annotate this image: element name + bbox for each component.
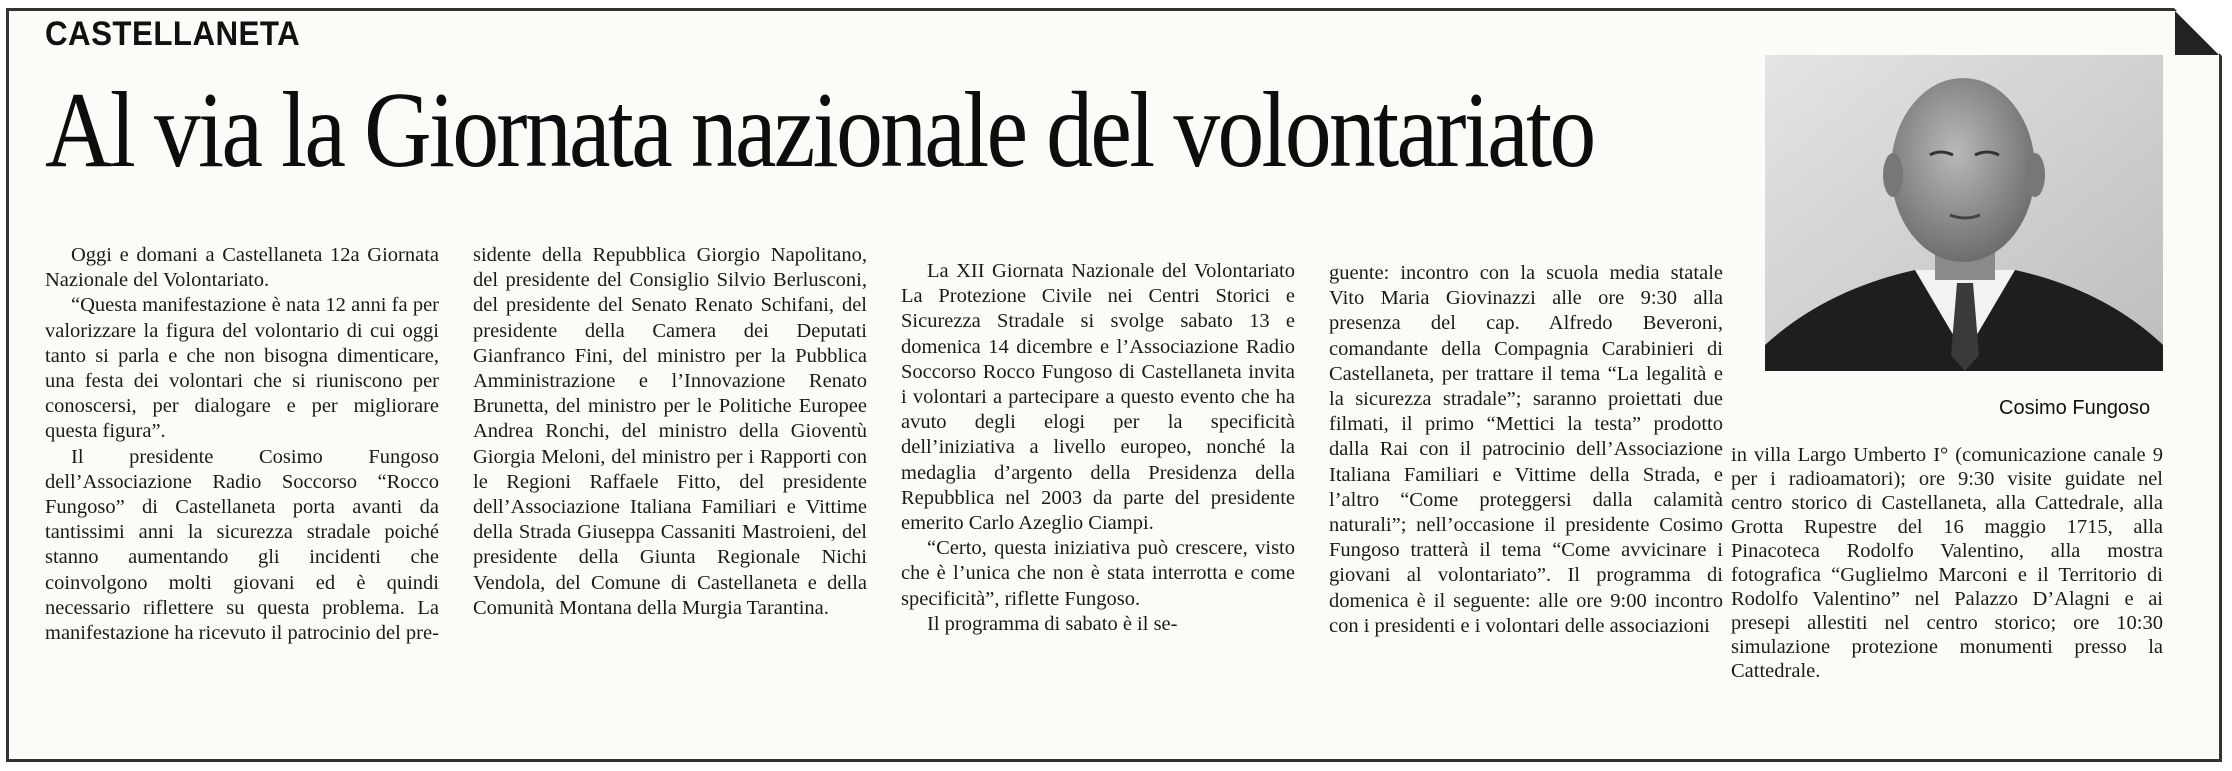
paragraph: “Certo, questa iniziativa può crescere, visto che è l’unica che non è stata interrotta e come specificità”, riflette Fungoso.	[901, 537, 1295, 610]
paragraph: sidente della Repubblica Giorgio Napolitano, del presidente del Consiglio Silvio Berlusconi, del presidente del Senato Renato Schifani, del presidente della Camera dei Deputati Gianfranco Fini, del ministro per la Pubblica Amministrazione e l’Innovazione Renato Brunetta, del ministro per le Politiche Europee Andrea Ronchi, del ministro della Gioventù Giorgia Meloni, del ministro per i Rapporti con le Regioni Raffaele Fitto, del presidente dell’Associazione Italiana Familiari e Vittime della Strada Giuseppa Cassaniti Mastroieni, del presidente della Giunta Regionale Nichi Vendola, del Comune di Castellaneta e della Comunità Montana della Murgia Tarantina.	[473, 244, 867, 619]
portrait-illustration	[1765, 55, 2163, 371]
section-tag: CASTELLANETA	[45, 15, 301, 53]
article-column-5	[1731, 443, 2163, 683]
paragraph: in villa Largo Umberto I° (comunicazione canale 9 per i radioamatori); ore 9:30 visite guidate nel centro storico di Castellaneta, alla Cattedrale, alla Grotta Rupestre del 16 maggio 1715, alla Pinacoteca Rodolfo Valentino, alla mostra fotografica “Guglielmo Marconi e il Territorio di Rodolfo Valentino” nel Palazzo D’Alagni e ai presepi allestiti nel centro storico; ore 10:30 simulazione protezione monumenti presso la Cattedrale.	[1731, 444, 2163, 682]
portrait-photo	[1765, 55, 2163, 371]
paragraph: “Questa manifestazione è nata 12 anni fa per valorizzare la figura del volontario di cui oggi tanto si parla e che non bisogna dimenticare, una festa dei volontari che si riuniscono per conoscersi, per dialogare e per migliorare questa figura”.	[45, 294, 439, 443]
article-column-1	[45, 243, 439, 646]
newspaper-clipping	[6, 8, 2222, 762]
paragraph: La XII Giornata Nazionale del Volontariato La Protezione Civile nei Centri Storici e Sicurezza Stradale si svolge sabato 13 e domenica 14 dicembre e l’Associazione Radio Soccorso Rocco Fungoso di Castellaneta invita i volontari a partecipare a questo evento che ha avuto degli elogi per la specificità dell’iniziativa a livello europeo, nonché la medaglia d’argento della Presidenza della Repubblica nel 2003 da parte del presidente emerito Carlo Azeglio Ciampi.	[901, 260, 1295, 535]
article-body	[45, 243, 1725, 743]
paragraph: guente: incontro con la scuola media statale Vito Maria Giovinazzi alle ore 9:30 alla presenza del cap. Alfredo Beveroni, comandante della Compagnia Carabinieri di Castellaneta, per trattare il tema “La legalità e la sicurezza stradale”; saranno proiettati due filmati, il primo “Mettici la testa” prodotto dalla Rai con il patrocinio dell’Associazione Italiana Familiari e Vittime della Strada, e l’altro “Come proteggersi dalla calamità naturali”; nell’occasione il presidente Cosimo Fungoso tratterà il tema “Come avvicinare i giovani al volontariato”. Il programma di domenica è il seguente: alle ore 9:00 incontro con i presidenti e i volontari delle associazioni	[1329, 262, 1723, 637]
paragraph: Il presidente Cosimo Fungoso dell’Associazione Radio Soccorso “Rocco Fungoso” di Castellaneta porta avanti da tantissimi anni la sicurezza stradale poiché stanno aumentando gli incidenti che coinvolgono molti giovani ed è quindi necessario riflettere su questa problema. La manifestazione ha ricevuto il patrocinio del pre-	[45, 445, 439, 645]
paragraph: Oggi e domani a Castellaneta 12a Giornata Nazionale del Volontariato.	[45, 244, 439, 292]
page-corner-fold	[2175, 11, 2219, 55]
paragraph: Il programma di sabato è il se-	[927, 612, 1178, 635]
article-column-4	[1329, 261, 1723, 639]
article-column-3	[901, 259, 1295, 637]
photo-caption: Cosimo Fungoso	[1999, 397, 2151, 419]
headline: Al via la Giornata nazionale del volontariato	[45, 71, 1594, 190]
article-column-2	[473, 243, 867, 621]
